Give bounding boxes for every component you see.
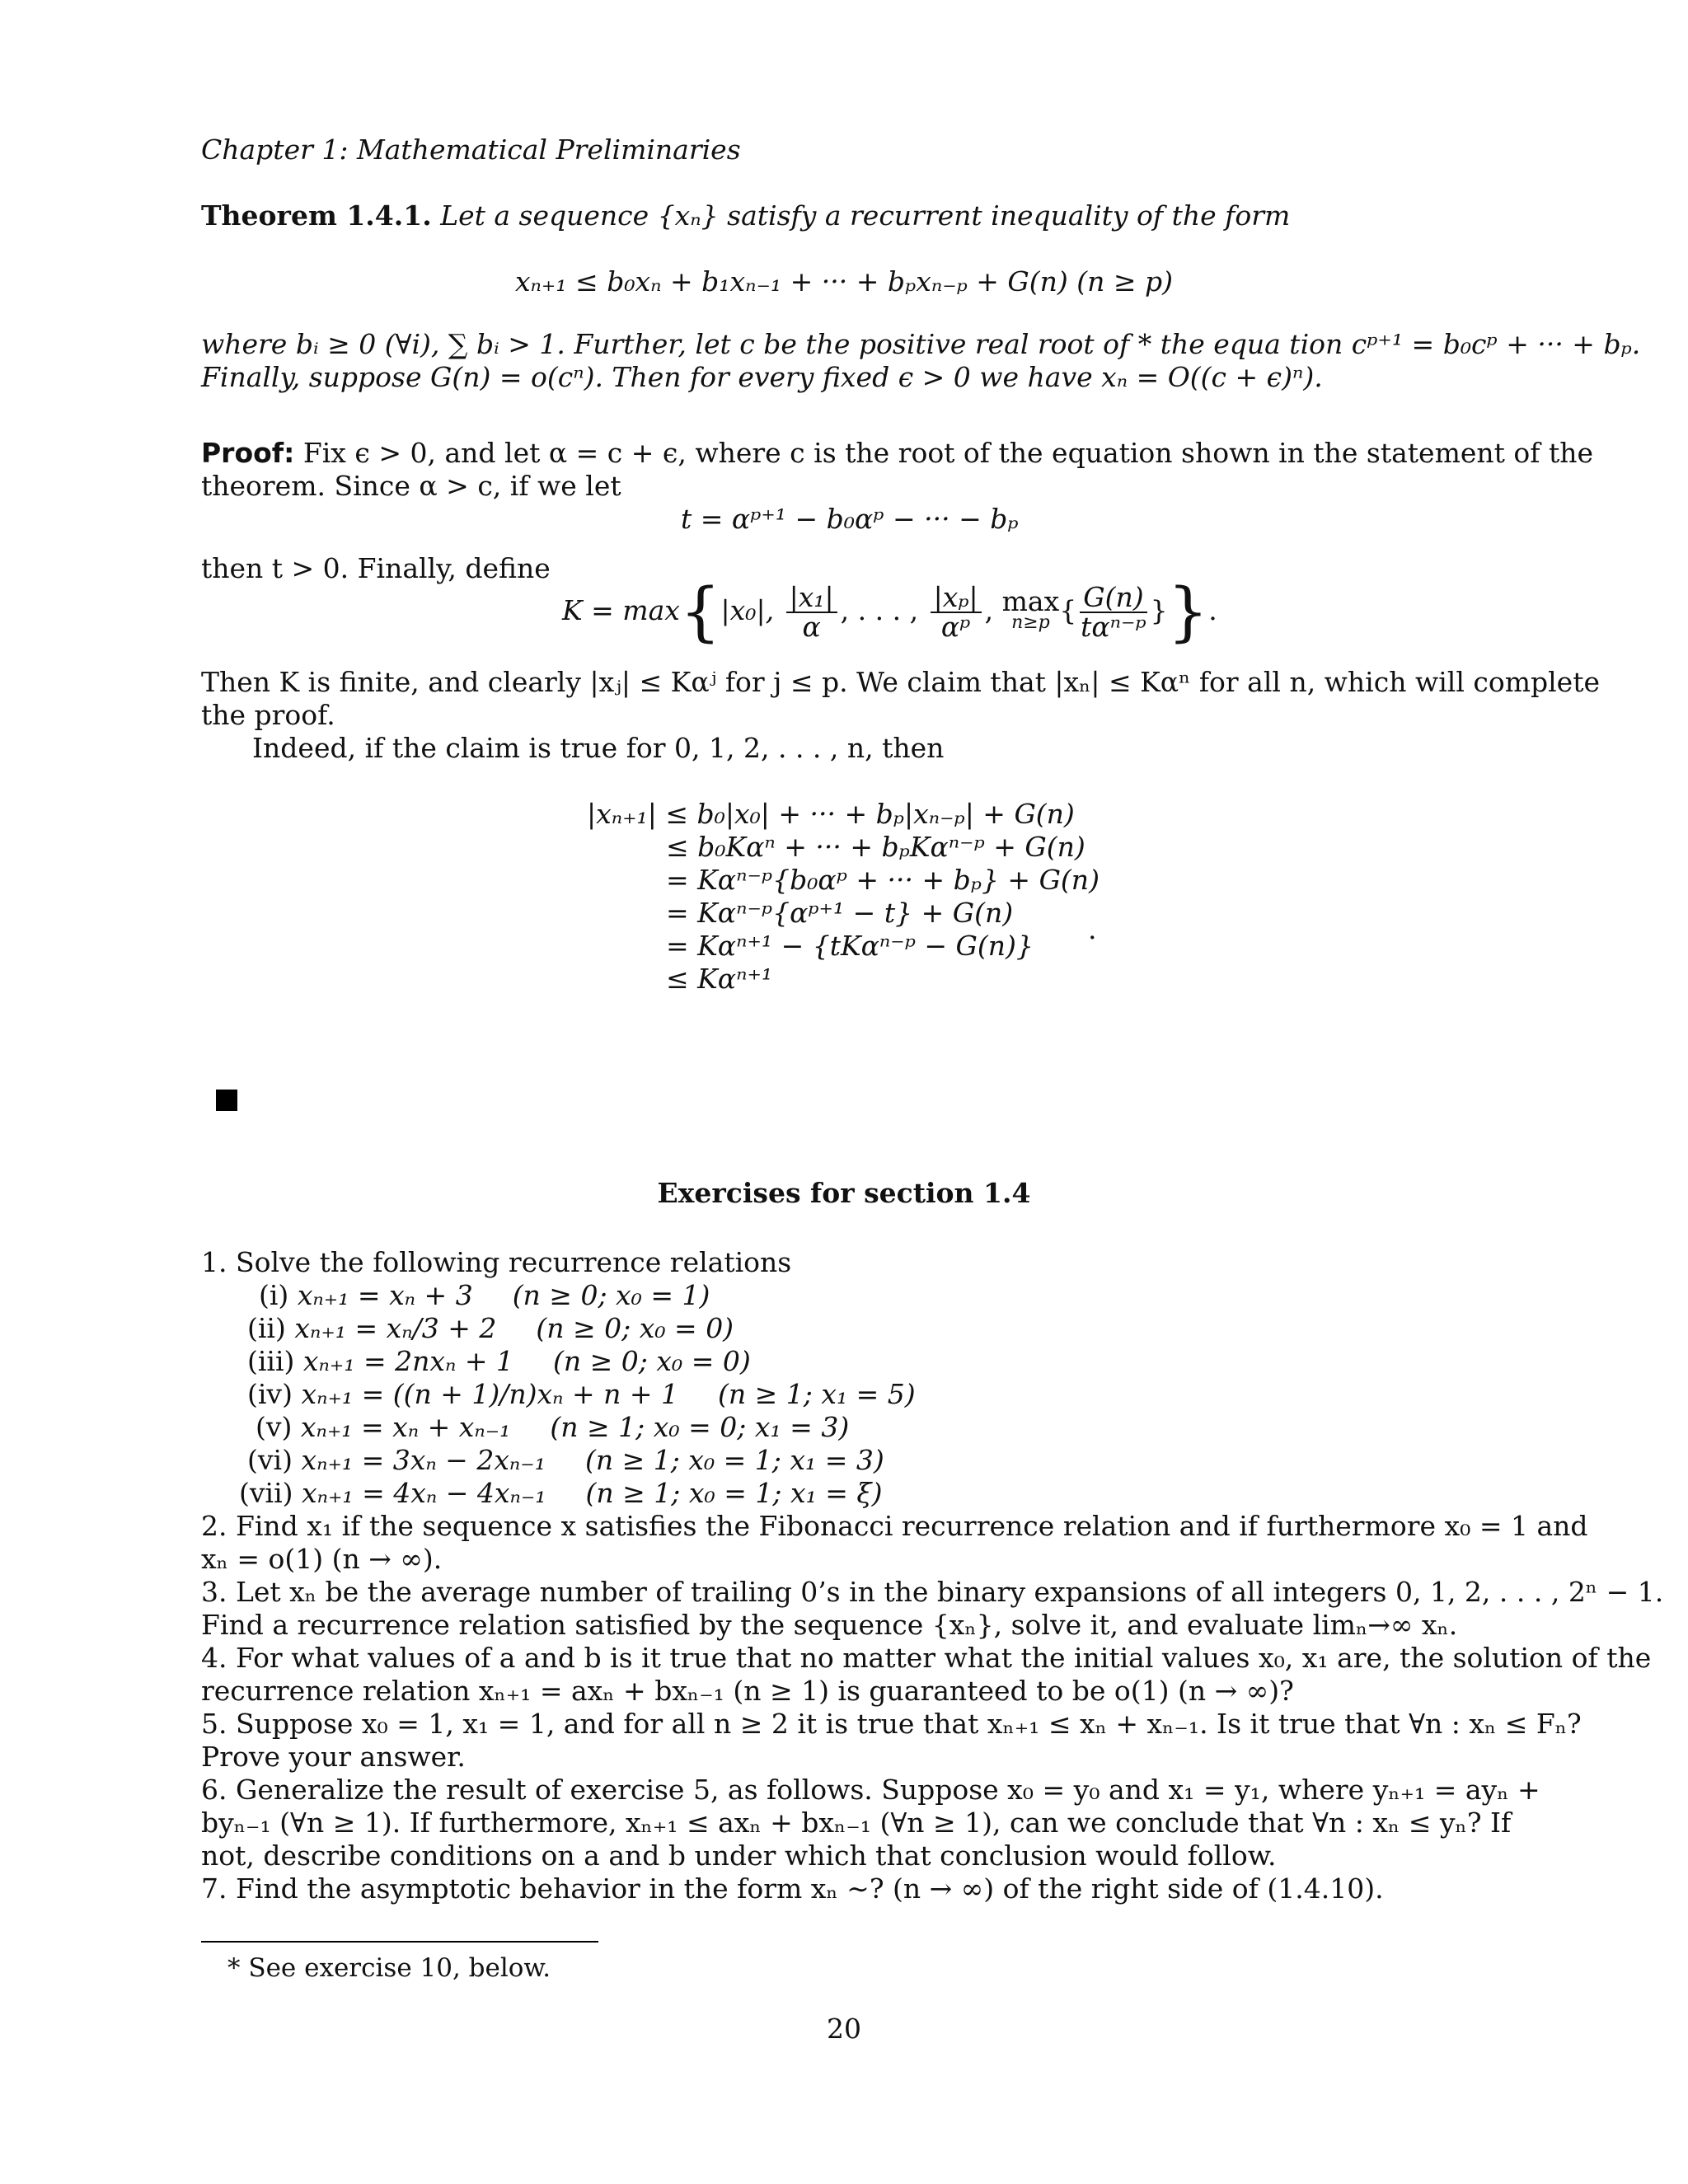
k-x0: |x₀|, (720, 594, 775, 626)
running-header: Chapter 1: Mathematical Preliminaries (201, 134, 741, 166)
theorem-line-1: where bᵢ ≥ 0 (∀i), ∑ bᵢ > 1. Further, let c be the positive real root of * the equa tion cᵖ⁺¹ = b₀cᵖ + ··· + bₚ. (201, 328, 1641, 360)
exercise-line: not, describe conditions on a and b under which that conclusion would follow. (201, 1840, 1277, 1872)
exercise-1-item: (iii) xₙ₊₁ = 2nxₙ + 1 (n ≥ 0; x₀ = 0) (247, 1345, 751, 1377)
exercise-line: 4. For what values of a and b is it true that no matter what the initial values x₀, x₁ are, the solution of the (201, 1642, 1652, 1674)
qed-square (216, 1090, 237, 1111)
k-lhs: K = max (562, 594, 680, 626)
proof-label: Proof: (201, 437, 295, 469)
exercise-line: byₙ₋₁ (∀n ≥ 1). If furthermore, xₙ₊₁ ≤ axₙ + bxₙ₋₁ (∀n ≥ 1), can we conclude that ∀n : xₙ ≤ yₙ? If (201, 1807, 1512, 1839)
t-definition: t = αᵖ⁺¹ − b₀αᵖ − ··· − bₚ (681, 503, 1019, 535)
proof-line-2: theorem. Since α > c, if we let (201, 470, 621, 502)
page-number: 20 (827, 2013, 861, 2045)
right-brace: } (1167, 575, 1209, 649)
exercise-1-item: (iv) xₙ₊₁ = ((n + 1)/n)xₙ + n + 1 (n ≥ 1; x₁ = 5) (247, 1378, 916, 1410)
exercise-line: 7. Find the asymptotic behavior in the form xₙ ∼? (n → ∞) of the right side of (1.4.10). (201, 1872, 1384, 1905)
chain-line-6: ≤ Kαⁿ⁺¹ (666, 963, 773, 995)
k-max-operator: max n≥p (1001, 585, 1060, 633)
exercise-line: 3. Let xₙ be the average number of trailing 0’s in the binary expansions of all integers 0, 1, 2, . . . , 2ⁿ − 1. (201, 1576, 1664, 1608)
exercise-1-item: (ii) xₙ₊₁ = xₙ/3 + 2 (n ≥ 0; x₀ = 0) (247, 1312, 734, 1344)
exercise-1-item: (i) xₙ₊₁ = xₙ + 3 (n ≥ 0; x₀ = 1) (259, 1279, 710, 1311)
exercise-line: xₙ = o(1) (n → ∞). (201, 1543, 443, 1575)
theorem-line-2: Finally, suppose G(n) = o(cⁿ). Then for every fixed ϵ > 0 we have xₙ = O((c + ϵ)ⁿ). (201, 361, 1323, 393)
chain-trailing-dot: . (1088, 913, 1097, 945)
indeed-line: Indeed, if the claim is true for 0, 1, 2, . . . , n, then (252, 732, 945, 764)
footnote-rule (201, 1941, 598, 1943)
chain-line-4: = Kαⁿ⁻ᵖ{αᵖ⁺¹ − t} + G(n) (666, 897, 1014, 929)
proof-line-1-text: Fix ϵ > 0, and let α = c + ϵ, where c is the root of the equation shown in the statement of the (302, 437, 1594, 469)
theorem-display-equation: xₙ₊₁ ≤ b₀xₙ + b₁xₙ₋₁ + ··· + bₚxₙ₋ₚ + G(n) (n ≥ p) (514, 265, 1174, 298)
k-fraction-1: $\frac{\text{|x₁|}}{\alpha}$ (786, 583, 837, 641)
chain-line-2: ≤ b₀Kαⁿ + ··· + bₚKαⁿ⁻ᵖ + G(n) (666, 831, 1085, 863)
footnote: * See exercise 10, below. (227, 1953, 551, 1983)
exercise-1-item: (v) xₙ₊₁ = xₙ + xₙ₋₁ (n ≥ 1; x₀ = 0; x₁ = 3) (256, 1411, 850, 1443)
exercise-1-item: (vii) xₙ₊₁ = 4xₙ − 4xₙ₋₁ (n ≥ 1; x₀ = 1; x₁ = ξ) (239, 1477, 883, 1509)
k-dots: , . . . , (840, 594, 919, 626)
exercise-line: Find a recurrence relation satisfied by the sequence {xₙ}, solve it, and evaluate limₙ→∞ xₙ. (201, 1609, 1458, 1641)
exercise-line: 6. Generalize the result of exercise 5, as follows. Suppose x₀ = y₀ and x₁ = y₁, where yₙ₊₁ = ayₙ + (201, 1774, 1540, 1806)
theorem-label: Theorem 1.4.1. (201, 199, 432, 232)
theorem-intro-text: Let a sequence {xₙ} satisfy a recurrent inequality of the form (440, 199, 1291, 232)
claim-line-2: the proof. (201, 699, 335, 731)
exercise-line: Prove your answer. (201, 1741, 466, 1773)
k-fraction-3: $\frac{G(n)}{\text{tαⁿ⁻ᵖ}}$ (1081, 581, 1146, 643)
exercises-title: Exercises for section 1.4 (657, 1177, 1031, 1209)
claim-line-1: Then K is finite, and clearly |xⱼ| ≤ Kαʲ for j ≤ p. We claim that |xₙ| ≤ Kαⁿ for all n, which will complete (201, 666, 1601, 698)
chain-line-1: |xₙ₊₁| ≤ b₀|x₀| + ··· + bₚ|xₙ₋ₚ| + G(n) (587, 798, 1075, 830)
exercise-line: 2. Find x₁ if the sequence x satisfies the Fibonacci recurrence relation and if furthermore x₀ = 1 and (201, 1510, 1588, 1542)
then-text: then t > 0. Finally, define (201, 552, 551, 584)
exercise-line: recurrence relation xₙ₊₁ = axₙ + bxₙ₋₁ (n ≥ 1) is guaranteed to be o(1) (n → ∞)? (201, 1675, 1294, 1707)
chain-line-3: = Kαⁿ⁻ᵖ{b₀αᵖ + ··· + bₚ} + G(n) (666, 864, 1100, 896)
k-definition: K = max{|x₀|, $\frac{\text{|x₁|}}{\alpha}$ , . . . , $\frac{\text{|xₚ|}}{\text{αᵖ}}$ , max n≥p { $\frac{G(n)}{\text{tαⁿ⁻ᵖ}}$ }}. (562, 575, 1217, 649)
chain-line-5: = Kαⁿ⁺¹ − {tKαⁿ⁻ᵖ − G(n)} (666, 930, 1034, 962)
exercise-line: 5. Suppose x₀ = 1, x₁ = 1, and for all n ≥ 2 it is true that xₙ₊₁ ≤ xₙ + xₙ₋₁. Is it true that ∀n : xₙ ≤ Fₙ? (201, 1708, 1582, 1740)
exercise-1-item: (vi) xₙ₊₁ = 3xₙ − 2xₙ₋₁ (n ≥ 1; x₀ = 1; x₁ = 3) (247, 1444, 884, 1476)
exercise-1-intro: 1. Solve the following recurrence relations (201, 1246, 792, 1278)
k-fraction-2: $\frac{\text{|xₚ|}}{\text{αᵖ}}$ (931, 583, 982, 641)
left-brace: { (679, 575, 721, 649)
proof-line-1 (201, 437, 1593, 470)
theorem-intro (201, 199, 1290, 232)
